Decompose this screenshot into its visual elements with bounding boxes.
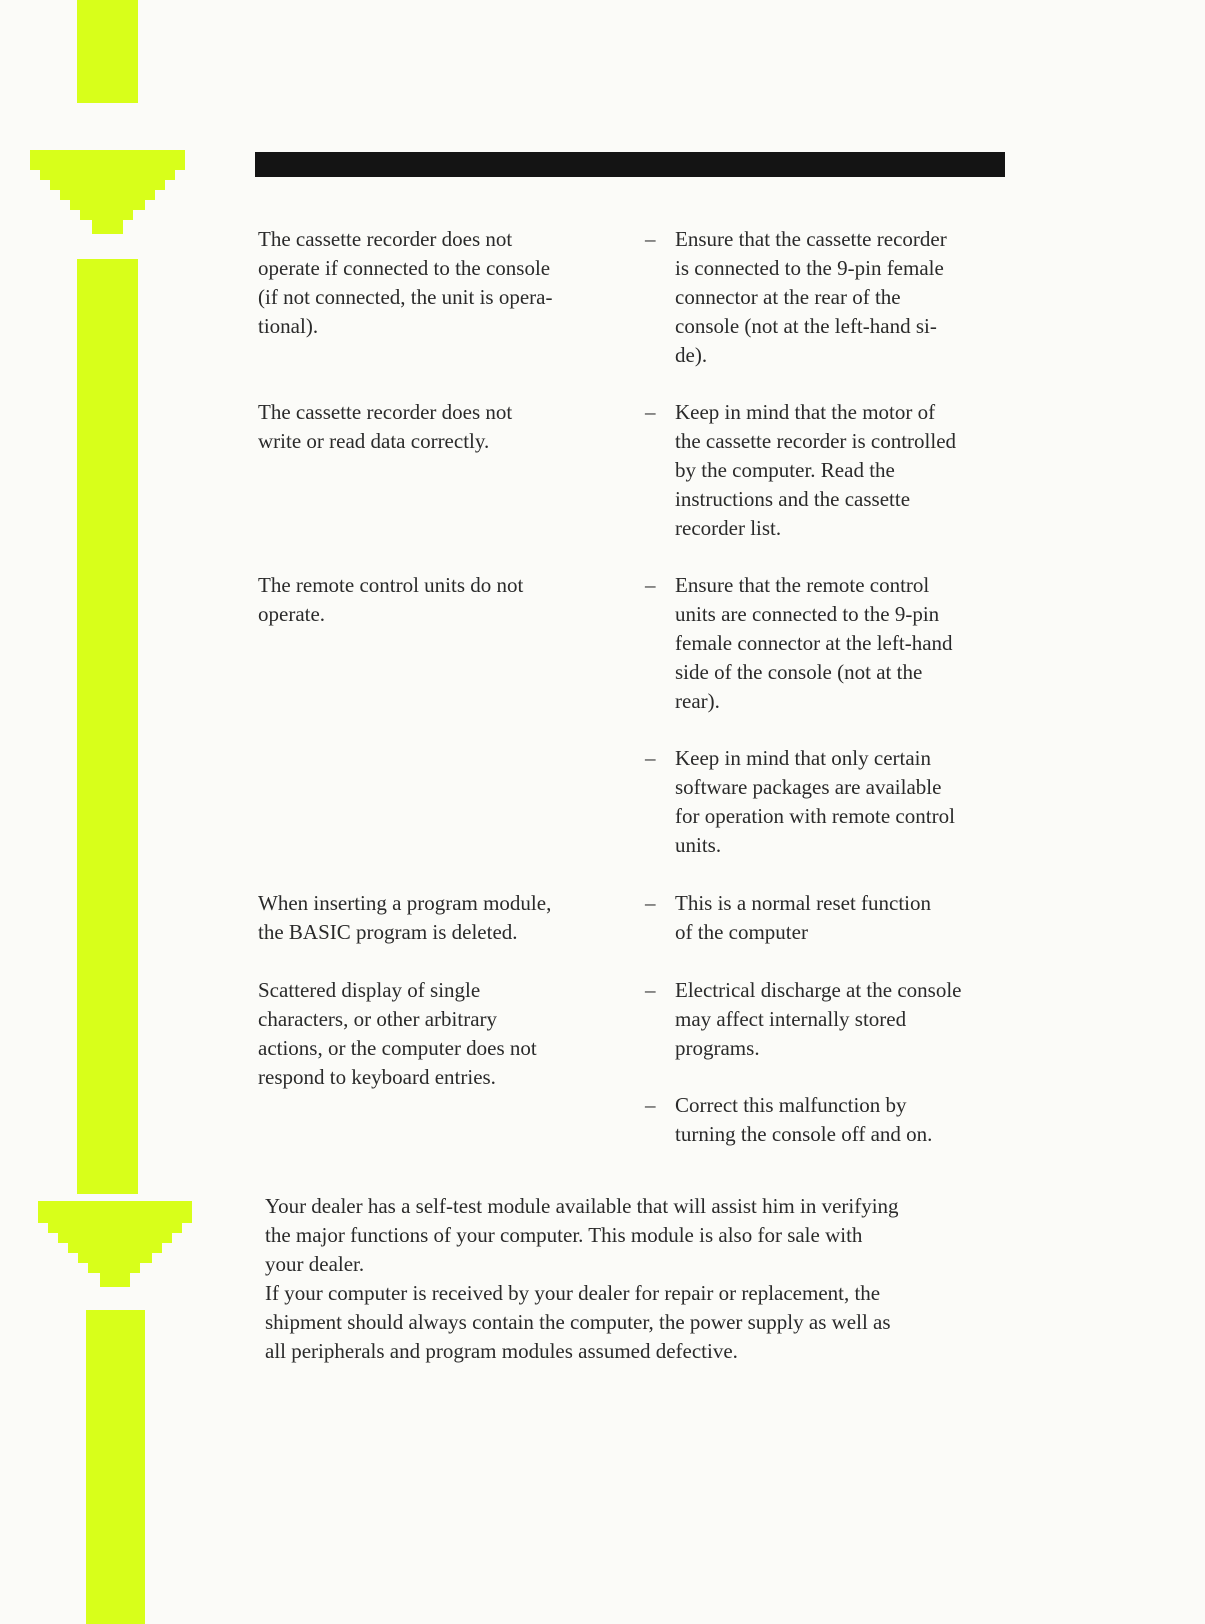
accent-stripe-middle	[77, 259, 138, 1194]
problem-text: The cassette recorder does not operate if connected to the console (if not connected, the unit is opera- tional).	[258, 227, 553, 338]
remedy-item	[645, 976, 1015, 1063]
dash-bullet: –	[645, 227, 656, 251]
footer-paragraph: If your computer is received by your dealer for repair or replacement, the shipment should always contain the computer, the power supply as well as all peripherals and program modules assumed defective.	[265, 1281, 891, 1363]
remedy-item	[645, 398, 1015, 543]
dash-bullet: –	[645, 573, 656, 597]
footer-paragraph: Your dealer has a self-test module available that will assist him in verifying the major functions of your computer. This module is also for sale with your dealer.	[265, 1194, 899, 1276]
remedy-item	[645, 1091, 1015, 1149]
remedy-text: Electrical discharge at the console may affect internally stored programs.	[675, 978, 962, 1060]
dash-bullet: –	[645, 978, 656, 1002]
problem-text: The cassette recorder does not write or read data correctly.	[258, 400, 513, 453]
dash-bullet: –	[645, 891, 656, 915]
remedy-text: This is a normal reset function of the computer	[675, 891, 932, 944]
remedy-text: Ensure that the remote control units are connected to the 9-pin female connector at the left-hand side of the console (not at the rear).	[675, 573, 953, 713]
accent-stripe-bottom	[86, 1310, 145, 1624]
remedy-item	[645, 744, 1015, 860]
remedy-text: Correct this malfunction by turning the console off and on.	[675, 1093, 933, 1146]
accent-stripe-top	[77, 0, 138, 103]
dash-bullet: –	[645, 400, 656, 424]
remedy-text: Keep in mind that only certain software packages are available for operation with remote control units.	[675, 746, 955, 857]
footer-note	[265, 1192, 1025, 1366]
remedy-text: Ensure that the cassette recorder is connected to the 9-pin female connector at the rear of the console (not at the left-hand si- de).	[675, 227, 947, 367]
remedy-text: Keep in mind that the motor of the cassette recorder is controlled by the computer. Read the instructions and the cassette recorder list.	[675, 400, 957, 540]
header-bar	[255, 152, 1005, 177]
remedy-item	[645, 571, 1015, 716]
problem-text: Scattered display of single characters, or other arbitrary actions, or the computer does not respond to keyboard entries.	[258, 978, 537, 1089]
remedy-item	[645, 225, 1015, 370]
remedy-item	[645, 889, 1015, 947]
dash-bullet: –	[645, 1093, 656, 1117]
dash-bullet: –	[645, 746, 656, 770]
down-arrow-icon	[30, 150, 190, 238]
problem-text: When inserting a program module, the BASIC program is deleted.	[258, 891, 552, 944]
down-arrow-icon	[38, 1201, 198, 1291]
problem-text: The remote control units do not operate.	[258, 573, 524, 626]
